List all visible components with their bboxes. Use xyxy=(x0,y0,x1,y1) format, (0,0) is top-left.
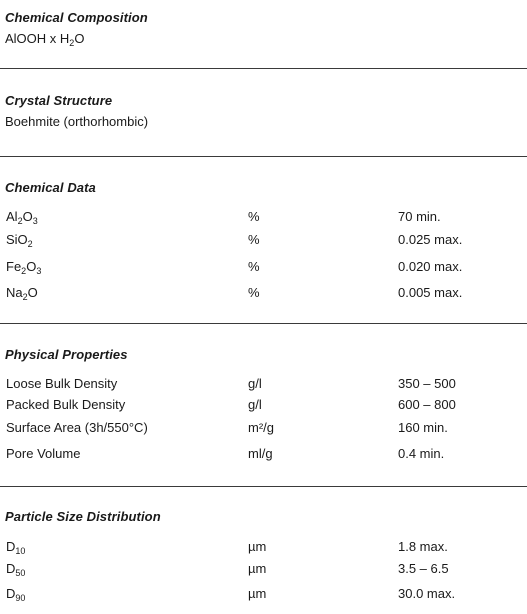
chemical-formula xyxy=(5,31,84,46)
property-value: 160 min. xyxy=(398,420,448,435)
physical-property-row xyxy=(0,397,527,415)
particle-percentile: $D_{50}$ xyxy=(6,561,26,578)
particle-value: 3.5 – 6.5 xyxy=(398,561,449,576)
chemical-unit: % xyxy=(248,259,260,274)
property-name: Packed Bulk Density xyxy=(6,397,126,412)
particle-unit: µm xyxy=(248,539,267,554)
chemical-value: 0.025 max. xyxy=(398,232,463,247)
chemical-composition-heading: Chemical Composition xyxy=(5,10,148,25)
particle-value: 30.0 max. xyxy=(398,586,456,601)
particle-unit: µm xyxy=(248,586,267,601)
particle-unit: µm xyxy=(248,561,267,576)
property-unit: g/l xyxy=(248,376,262,391)
particle-percentile: $D_{90}$ xyxy=(6,586,26,603)
chemical-value: 0.005 max. xyxy=(398,285,463,300)
property-name: Surface Area (3h/550°C) xyxy=(6,420,148,435)
chemical-data-row xyxy=(0,259,527,277)
property-value: 0.4 min. xyxy=(398,446,445,461)
formula-tail: O xyxy=(74,31,85,46)
chemical-data-row xyxy=(0,232,527,250)
chemical-data-row xyxy=(0,209,527,227)
property-value: 350 – 500 xyxy=(398,376,456,391)
chemical-data-heading: Chemical Data xyxy=(5,180,96,195)
particle-size-row xyxy=(0,539,527,557)
section-divider xyxy=(0,156,527,157)
chemical-name: SiO$_2$ xyxy=(6,232,33,249)
particle-percentile: $D_{10}$ xyxy=(6,539,26,556)
chemical-value: 0.020 max. xyxy=(398,259,463,274)
physical-property-row xyxy=(0,420,527,438)
chemical-name: $Al_2O_3$ xyxy=(6,209,38,226)
particle-size-row xyxy=(0,561,527,579)
formula-main: AlOOH x H xyxy=(5,31,70,46)
particle-value: 1.8 max. xyxy=(398,539,448,554)
physical-properties-heading: Physical Properties xyxy=(5,347,128,362)
section-divider xyxy=(0,68,527,69)
property-unit: m²/g xyxy=(248,420,274,435)
chemical-name: $Fe_2O_3$ xyxy=(6,259,42,276)
chemical-unit: % xyxy=(248,285,260,300)
particle-size-distribution-heading: Particle Size Distribution xyxy=(5,509,161,524)
chemical-data-row xyxy=(0,285,527,303)
property-name: Loose Bulk Density xyxy=(6,376,118,391)
property-unit: g/l xyxy=(248,397,262,412)
property-name: Pore Volume xyxy=(6,446,81,461)
physical-property-row xyxy=(0,446,527,464)
property-value: 600 – 800 xyxy=(398,397,456,412)
section-divider xyxy=(0,486,527,487)
chemical-unit: % xyxy=(248,232,260,247)
section-divider xyxy=(0,323,527,324)
formula-subscript: 2 xyxy=(69,38,75,48)
property-unit: ml/g xyxy=(248,446,273,461)
physical-property-row xyxy=(0,376,527,394)
particle-size-row xyxy=(0,586,527,604)
crystal-structure-heading: Crystal Structure xyxy=(5,93,113,108)
chemical-name: $Na_2O$ xyxy=(6,285,38,302)
crystal-structure-value: Boehmite (orthorhombic) xyxy=(5,114,149,129)
chemical-unit: % xyxy=(248,209,260,224)
chemical-value: 70 min. xyxy=(398,209,441,224)
